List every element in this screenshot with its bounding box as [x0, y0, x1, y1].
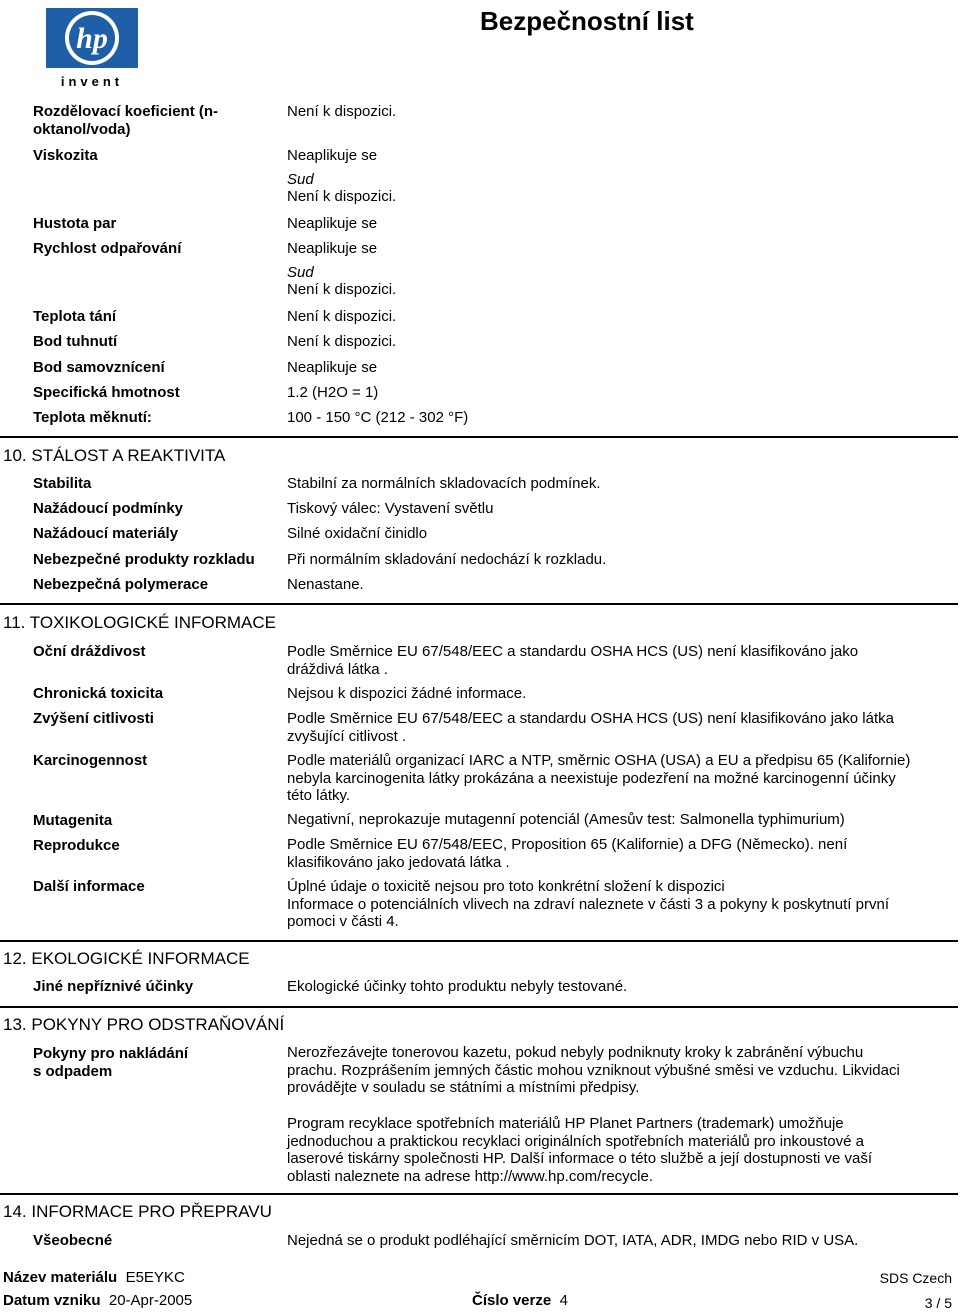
evaporation-rate-label: Rychlost odpařování	[33, 240, 182, 257]
evaporation-rate-value: Neaplikuje se Sud Není k dispozici.	[287, 240, 952, 299]
evaporation-rate-sub-label: Sud	[287, 263, 314, 281]
section-10-title: 10. STÁLOST A REAKTIVITA	[3, 446, 226, 465]
freezing-point-value: Není k dispozici.	[287, 333, 397, 350]
decomposition-products-value: Při normálním skladování nedochází k rozkladu.	[287, 551, 607, 568]
other-information-label: Další informace	[33, 878, 145, 895]
mutagenicity-label: Mutagenita	[33, 812, 113, 829]
section-divider	[0, 1006, 958, 1008]
partition-coefficient-value: Není k dispozici.	[287, 103, 397, 120]
issue-date-value: 20-Apr-2005	[108, 1292, 193, 1309]
eye-irritation-value: Podle Směrnice EU 67/548/EEC a standardu OSHA HCS (US) není klasifikováno jako dráždivá látka .	[287, 643, 859, 678]
conditions-to-avoid-value: Tiskový válec: Vystavení světlu	[287, 500, 494, 517]
waste-handling-paragraph-2: Program recyklace spotřebních materiálů HP Planet Partners (trademark) umožňuje jednoduchou a praktickou recyklaci originálních spotřebních materiálů pro inkoustové a laserové tiskárny společnosti HP. Další informace o této službě a její dostupnosti ve vaší oblasti naleznete na adrese http://www.hp.com/recycle.	[287, 1115, 873, 1185]
melting-point-value: Není k dispozici.	[287, 308, 397, 325]
adverse-effects-label: Jiné nepříznivé účinky	[33, 978, 194, 995]
eye-irritation-label: Oční dráždivost	[33, 643, 146, 660]
page-number: 3 / 5	[924, 1295, 952, 1311]
section-divider	[0, 436, 958, 438]
mutagenicity-value: Negativní, neprokazuje mutagenní potenciál (Amesův test: Salmonella typhimurium)	[287, 811, 845, 828]
material-name-label: Název materiálu	[3, 1269, 118, 1286]
chronic-toxicity-value: Nejsou k dispozici žádné informace.	[287, 685, 527, 702]
carcinogenicity-label: Karcinogennost	[33, 752, 148, 769]
materials-to-avoid-label: Nažádoucí materiály	[33, 525, 179, 542]
polymerization-value: Nenastane.	[287, 576, 364, 593]
sensitization-value: Podle Směrnice EU 67/548/EEC a standardu OSHA HCS (US) není klasifikováno jako látka zvyšující citlivost .	[287, 710, 894, 745]
sds-language: SDS Czech	[879, 1270, 952, 1286]
autoignition-value: Neaplikuje se	[287, 359, 378, 376]
material-name	[3, 1269, 185, 1287]
reproduction-label: Reprodukce	[33, 837, 120, 854]
adverse-effects-value: Ekologické účinky tohto produktu nebyly testované.	[287, 978, 628, 995]
stability-value: Stabilní za normálních skladovacích podmínek.	[287, 475, 601, 492]
carcinogenicity-value: Podle materiálů organizací IARC a NTP, směrnic OSHA (USA) a EU a předpisu 65 (Kalifornie) nebyla karcinogenita látky prokázána a neexistuje podezření na možné karcinogenní účinky této látky.	[287, 752, 911, 804]
transport-general-label: Všeobecné	[33, 1232, 113, 1249]
conditions-to-avoid-label: Nažádoucí podmínky	[33, 500, 184, 517]
document-title: Bezpečnostní list	[480, 6, 694, 36]
vapor-density-label: Hustota par	[33, 215, 117, 232]
viscosity-value: Neaplikuje se Sud Není k dispozici.	[287, 147, 952, 206]
partition-coefficient-label: Rozdělovací koeficient (n-oktanol/voda)	[33, 103, 219, 138]
svg-text:invent: invent	[60, 74, 124, 89]
specific-gravity-label: Specifická hmotnost	[33, 384, 180, 401]
svg-text:hp: hp	[76, 22, 108, 55]
waste-handling-paragraph-1: Nerozřezávejte tonerovou kazetu, pokud nebyly podniknuty kroky k zabránění výbuchu prachu. Rozprášením jemných částic mohou vzniknout výbušné směsi ve vzduchu. Likvidaci provádějte v souladu se státními a místními předpisy.	[287, 1044, 900, 1096]
version-number-label: Číslo verze	[472, 1292, 552, 1309]
section-divider	[0, 1193, 958, 1195]
waste-handling-label: Pokyny pro nakládání s odpadem	[33, 1045, 189, 1080]
viscosity-sub-value: Není k dispozici.	[287, 188, 397, 205]
other-information-value: Úplné údaje o toxicitě nejsou pro toto konkrétní složení k dispozici Informace o potenciálních vlivech na zdraví naleznete v části 3 a pokyny k poskytnutí první pomoci v části 4.	[287, 878, 889, 930]
section-12-title: 12. EKOLOGICKÉ INFORMACE	[3, 949, 250, 968]
materials-to-avoid-value: Silné oxidační činidlo	[287, 525, 428, 542]
softening-point-label: Teplota měknutí:	[33, 409, 152, 426]
autoignition-label: Bod samovznícení	[33, 359, 165, 376]
version-number-value: 4	[559, 1292, 568, 1309]
specific-gravity-value: 1.2 (H2O = 1)	[287, 384, 379, 401]
section-14-title: 14. INFORMACE PRO PŘEPRAVU	[3, 1202, 272, 1221]
evaporation-rate-sub-value: Není k dispozici.	[287, 281, 397, 298]
softening-point-value: 100 - 150 °C (212 - 302 °F)	[287, 409, 469, 426]
vapor-density-value: Neaplikuje se	[287, 215, 378, 232]
viscosity-sub-label: Sud	[287, 170, 314, 188]
issue-date	[3, 1292, 192, 1310]
decomposition-products-label: Nebezpečné produkty rozkladu	[33, 551, 255, 568]
section-11-title: 11. TOXIKOLOGICKÉ INFORMACE	[3, 613, 277, 632]
stability-label: Stabilita	[33, 475, 92, 492]
section-divider	[0, 603, 958, 605]
section-divider	[0, 940, 958, 942]
version-number	[472, 1292, 568, 1310]
transport-general-value: Nejedná se o produkt podléhající směrnicím DOT, IATA, ADR, IMDG nebo RID v USA.	[287, 1232, 859, 1249]
issue-date-label: Datum vzniku	[3, 1292, 101, 1309]
chronic-toxicity-label: Chronická toxicita	[33, 685, 164, 702]
viscosity-label: Viskozita	[33, 147, 98, 164]
material-name-value: E5EYKC	[125, 1269, 185, 1286]
freezing-point-label: Bod tuhnutí	[33, 333, 118, 350]
polymerization-label: Nebezpečná polymerace	[33, 576, 209, 593]
hp-logo	[44, 6, 140, 90]
section-13-title: 13. POKYNY PRO ODSTRAŇOVÁNÍ	[3, 1015, 285, 1034]
melting-point-label: Teplota tání	[33, 308, 117, 325]
sensitization-label: Zvýšení citlivosti	[33, 710, 154, 727]
reproduction-value: Podle Směrnice EU 67/548/EEC, Proposition 65 (Kalifornie) a DFG (Německo). není klasifikováno jako jedovatá látka .	[287, 836, 848, 871]
